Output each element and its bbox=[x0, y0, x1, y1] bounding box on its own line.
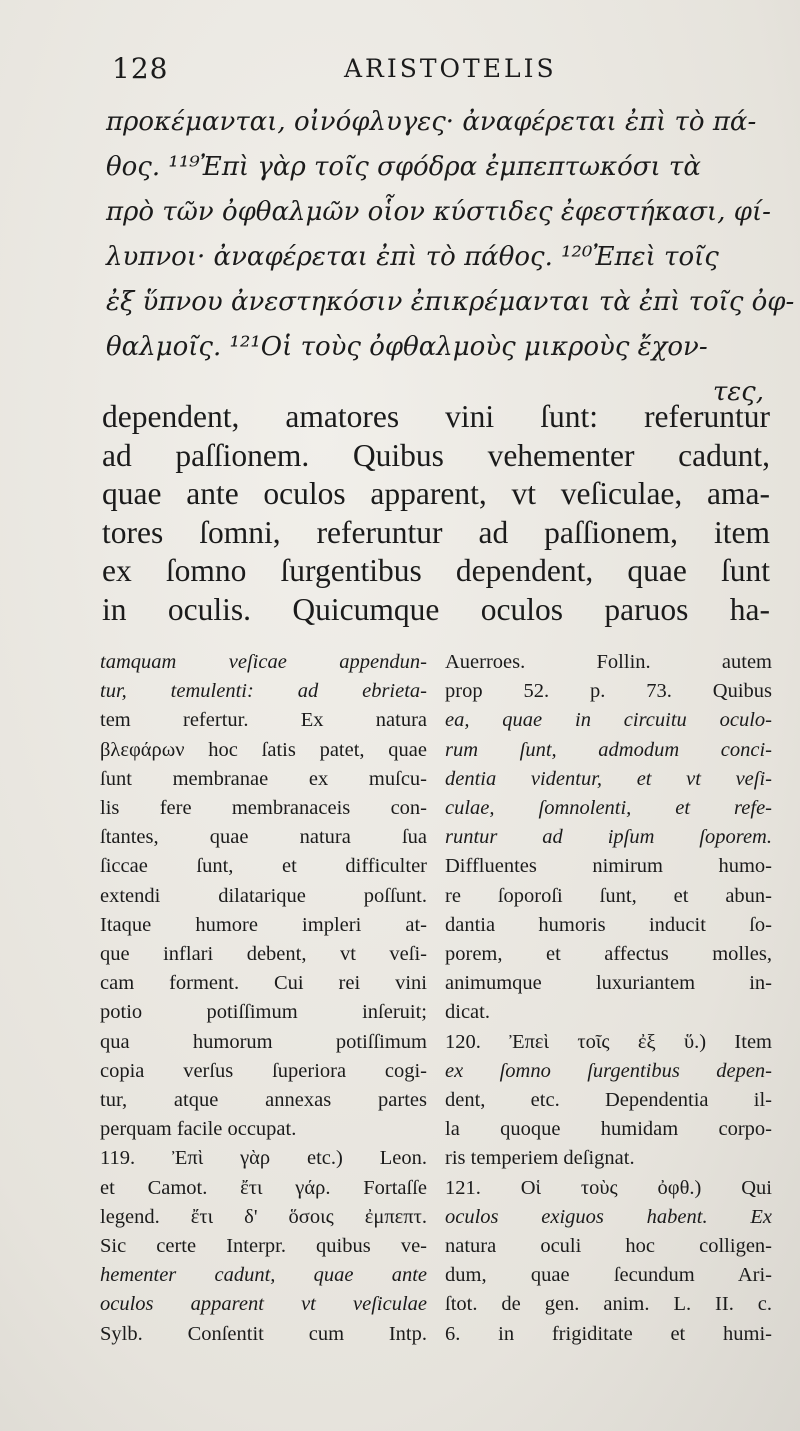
greek-line: θαλμοῖς. ¹²¹Οἱ τοὺς ὀφθαλμοὺς μικροὺς ἔχον- bbox=[106, 332, 708, 362]
note-line: dent, etc. Dependentia il- bbox=[445, 1089, 772, 1112]
note-line: Sic certe Interpr. quibus ve- bbox=[100, 1235, 427, 1258]
note-line: natura oculi hoc colligen- bbox=[445, 1235, 772, 1258]
note-line: porem, et affectus molles, bbox=[445, 943, 772, 966]
note-line: tem refertur. Ex natura bbox=[100, 709, 427, 732]
note-line: Sylb. Conſentit cum Intp. bbox=[100, 1322, 427, 1345]
note-line: runtur ad ipſum ſoporem. bbox=[445, 826, 772, 849]
greek-line: πρὸ τῶν ὀφθαλμῶν οἷον κύστιδες ἐφεστήκασι, φί- bbox=[106, 197, 771, 227]
note-line: ſtot. de gen. anim. L. II. c. bbox=[445, 1293, 772, 1316]
note-line: lis fere membranaceis con- bbox=[100, 797, 427, 820]
note-line: 120. Ἐπεὶ τοῖς ἐξ ὕ.) Item bbox=[445, 1030, 772, 1053]
note-line: que inflari debent, vt veſi- bbox=[100, 943, 427, 966]
note-line: ſunt membranae ex muſcu- bbox=[100, 767, 427, 790]
latin-line: dependent, amatores vini ſunt: referuntur bbox=[102, 399, 770, 434]
note-line: 121. Οἱ τοὺς ὀφθ.) Qui bbox=[445, 1176, 772, 1199]
note-line: re ſoporoſi ſunt, et abun- bbox=[445, 884, 772, 907]
note-line: Diffluentes nimirum humo- bbox=[445, 855, 772, 878]
note-line: culae, ſomnolenti, et refe- bbox=[445, 797, 772, 820]
note-line: tamquam veſicae appendun- bbox=[100, 651, 427, 673]
note-line: extendi dilatarique poſſunt. bbox=[100, 884, 427, 907]
note-line: ea, quae in circuitu oculo- bbox=[445, 709, 772, 732]
greek-line: ἐξ ὕπνου ἀνεστηκόσιν ἐπικρέμανται τὰ ἐπὶ τοῖς ὀφ- bbox=[106, 287, 795, 317]
note-line: animumque luxuriantem in- bbox=[445, 972, 772, 995]
note-line: Auerroes. Follin. autem bbox=[445, 651, 772, 673]
note-line: et Camot. ἔτι γάρ. Fortaſſe bbox=[100, 1176, 427, 1199]
latin-line: tores ſomni, referuntur ad paſſionem, item bbox=[102, 514, 770, 550]
note-line: cam forment. Cui rei vini bbox=[100, 972, 427, 995]
note-line: ſtantes, quae natura ſua bbox=[100, 826, 427, 849]
latin-line: ex ſomno ſurgentibus dependent, quae ſunt bbox=[102, 553, 770, 588]
greek-text-block bbox=[106, 100, 795, 415]
notes-right-column bbox=[445, 648, 772, 1348]
latin-translation-block bbox=[102, 398, 770, 629]
note-line: oculos exiguos habent. Ex bbox=[445, 1205, 772, 1228]
page-number: 128 bbox=[112, 52, 169, 85]
note-line: 119. Ἐπὶ γὰρ etc.) Leon. bbox=[100, 1147, 427, 1170]
note-line: hementer cadunt, quae ante bbox=[100, 1264, 427, 1287]
note-line: 6. in frigiditate et humi- bbox=[445, 1322, 772, 1345]
note-line: qua humorum potiſſimum bbox=[100, 1030, 427, 1053]
note-line: βλεφάρων hoc ſatis patet, quae bbox=[100, 738, 427, 761]
note-line: oculos apparent vt veſiculae bbox=[100, 1293, 427, 1316]
greek-catchword: τες, bbox=[712, 377, 764, 407]
notes-left-column bbox=[100, 648, 427, 1348]
note-line: prop 52. p. 73. Quibus bbox=[445, 680, 772, 703]
note-line: dantia humoris inducit ſo- bbox=[445, 913, 772, 936]
note-line: tur, atque annexas partes bbox=[100, 1089, 427, 1112]
footnotes bbox=[100, 648, 772, 1348]
latin-line: ad paſſionem. Quibus vehementer cadunt, bbox=[102, 437, 770, 473]
note-line: dum, quae ſecundum Ari- bbox=[445, 1264, 772, 1287]
note-line: Itaque humore impleri at- bbox=[100, 913, 427, 936]
note-line: ris temperiem deſignat. bbox=[445, 1147, 635, 1170]
greek-line: προκέμανται, οἰνόφλυγες· ἀναφέρεται ἐπὶ τὸ πά- bbox=[106, 107, 757, 137]
note-line: legend. ἔτι δ' ὅσοις ἐμπεπτ. bbox=[100, 1205, 427, 1228]
note-line: ex ſomno ſurgentibus depen- bbox=[445, 1059, 772, 1082]
note-line: dentia videntur, et vt veſi- bbox=[445, 767, 772, 790]
note-line: perquam facile occupat. bbox=[100, 1118, 297, 1141]
note-line: copia verſus ſuperiora cogi- bbox=[100, 1059, 427, 1082]
note-line: dicat. bbox=[445, 1001, 490, 1024]
greek-line: λυπνοι· ἀναφέρεται ἐπὶ τὸ πάθος. ¹²⁰Ἐπεὶ τοῖς bbox=[106, 242, 719, 272]
note-line: ſiccae ſunt, et difficulter bbox=[100, 855, 427, 878]
latin-line: in oculis. Quicumque oculos paruos ha- bbox=[102, 591, 770, 627]
note-line: la quoque humidam corpo- bbox=[445, 1118, 772, 1141]
latin-line: quae ante oculos apparent, vt veſiculae, ama- bbox=[102, 476, 770, 511]
page-header bbox=[112, 52, 760, 92]
note-line: rum ſunt, admodum conci- bbox=[445, 738, 772, 761]
greek-line: θος. ¹¹⁹Ἐπὶ γὰρ τοῖς σφόδρα ἐμπεπτωκόσι τὰ bbox=[106, 152, 701, 182]
running-head: ARISTOTELIS bbox=[344, 54, 557, 83]
note-line: tur, temulenti: ad ebrieta- bbox=[100, 680, 427, 703]
note-line: potio potiſſimum inſeruit; bbox=[100, 1001, 427, 1024]
